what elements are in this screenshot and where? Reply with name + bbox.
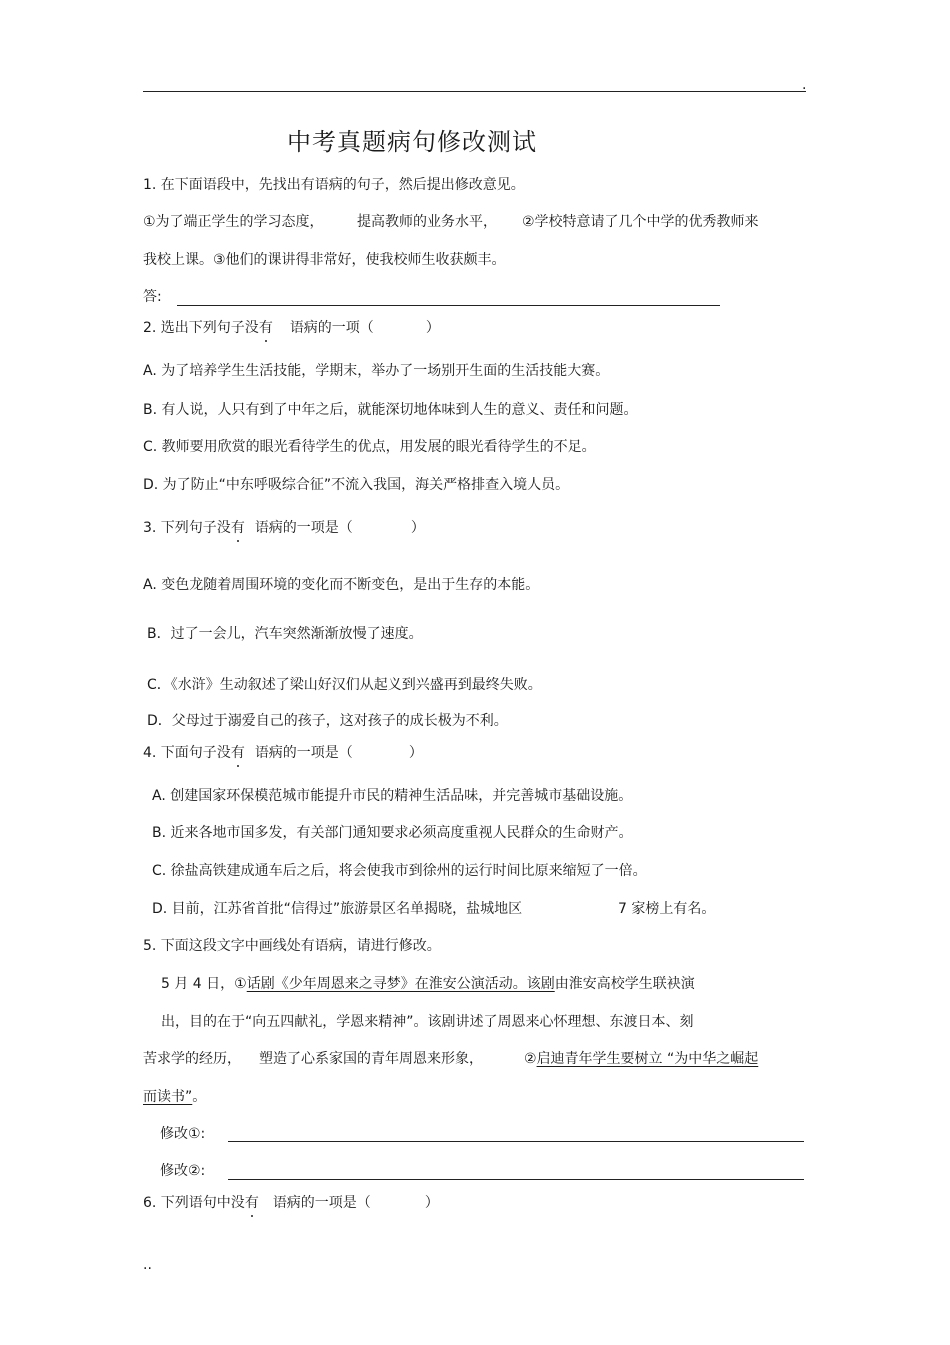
- q3-stem: [143, 519, 425, 537]
- q4-stem-pre: 4. 下面句子没: [143, 745, 231, 761]
- q2-option-a: A. 为了培养学生生活技能，学期末，举办了一场别开生面的生活技能大赛。: [143, 363, 610, 379]
- q2-stem-post: 语病的一项（: [289, 320, 374, 336]
- q3-option-c: C．《水浒》生动叙述了梁山好汉们从起义到兴盛再到最终失败。: [147, 677, 542, 693]
- q4-option-c: C. 徐盐高铁建成通车后之后，将会使我市到徐州的运行时间比原来缩短了一倍。: [152, 863, 647, 879]
- q5-passage-line3-b: 塑造了心系家国的青年周恩来形象，: [259, 1051, 483, 1067]
- q5-passage-line2: 出，目的在于“向五四献礼，学恩来精神”。该剧讲述了周恩来心怀理想、东渡日本、刻: [161, 1014, 694, 1030]
- q4-stem-emphasis: 有: [230, 745, 245, 761]
- q1-answer-label: 答:: [143, 289, 162, 305]
- q5-marker-2: ②: [524, 1051, 537, 1067]
- q5-underlined-1: 话剧《少年周恩来之寻梦》在淮安公演活动。该剧: [246, 976, 555, 992]
- q5-line4-tail: 。: [192, 1089, 207, 1105]
- q4-paren-close: ）: [408, 745, 423, 761]
- q6-stem: [143, 1194, 439, 1212]
- q5-underlined-2a: 启迪青年学生要树立 “为中华之崛起: [536, 1051, 759, 1067]
- header-rule: [143, 91, 806, 92]
- footer-mark: ..: [143, 1257, 152, 1273]
- q6-stem-post: 语病的一项是（: [272, 1195, 371, 1211]
- q3-paren-close: ）: [410, 520, 425, 536]
- q6-stem-emphasis: 有: [244, 1195, 259, 1211]
- q5-passage-line3-a: 苦求学的经历，: [143, 1051, 241, 1067]
- q5-passage-line3-c: [524, 1050, 758, 1068]
- q1-stem: 1. 在下面语段中，先找出有语病的句子，然后提出修改意见。: [143, 177, 525, 193]
- q3-stem-emphasis: 有: [230, 520, 245, 536]
- q5-underlined-2b: 而读书”: [143, 1089, 193, 1105]
- q4-option-a: A. 创建国家环保模范城市能提升市民的精神生活品味，并完善城市基础设施。: [152, 788, 633, 804]
- q1-passage-line2: 我校上课。③他们的课讲得非常好，使我校师生收获颇丰。: [143, 252, 506, 268]
- q4-stem-post: 语病的一项是（: [254, 745, 353, 761]
- q5-fix2-label: 修改②:: [160, 1163, 206, 1179]
- header-corner-mark: .: [802, 77, 807, 93]
- q3-stem-pre: 3. 下列句子没: [143, 520, 231, 536]
- q4-option-d-part-b: 7 家榜上有名。: [618, 901, 716, 917]
- q6-stem-pre: 6. 下列语句中没: [143, 1195, 245, 1211]
- q5-passage-line1: [161, 975, 695, 993]
- q4-stem: [143, 744, 423, 762]
- q2-stem: [143, 319, 440, 337]
- page-title: 中考真题病句修改测试: [287, 128, 537, 156]
- q1-passage-part-c: ②学校特意请了几个中学的优秀教师来: [522, 214, 759, 230]
- q2-stem-pre: 2. 选出下列句子没: [143, 320, 259, 336]
- q1-passage-part-b: 提高教师的业务水平，: [357, 214, 497, 230]
- q4-option-b: B. 近来各地市国多发，有关部门通知要求必须高度重视人民群众的生命财产。: [152, 825, 633, 841]
- q2-option-d: D. 为了防止“中东呼吸综合征”不流入我国，海关严格排查入境人员。: [143, 477, 570, 493]
- q5-stem: 5. 下面这段文字中画线处有语病，请进行修改。: [143, 938, 441, 954]
- q5-passage-line4: [143, 1088, 206, 1106]
- q2-option-b: B. 有人说，人只有到了中年之后，就能深切地体味到人生的意义、责任和问题。: [143, 402, 638, 418]
- q2-option-c: C. 教师要用欣赏的眼光看待学生的优点，用发展的眼光看待学生的不足。: [143, 439, 596, 455]
- q5-fix1-line[interactable]: [228, 1141, 804, 1142]
- q5-line1-lead: 5 月 4 日，①: [161, 976, 247, 992]
- q5-fix1-label: 修改①:: [160, 1126, 206, 1142]
- q4-option-d-part-a: D. 目前，江苏省首批“信得过”旅游景区名单揭晓，盐城地区: [152, 901, 523, 917]
- q2-paren-close: ）: [425, 320, 440, 336]
- q1-answer-line[interactable]: [177, 305, 720, 306]
- q2-stem-emphasis: 有: [258, 320, 273, 336]
- q3-option-b: B．过了一会儿，汽车突然渐渐放慢了速度。: [147, 626, 423, 642]
- q5-line1-tail: 由淮安高校学生联袂演: [554, 976, 695, 992]
- q5-fix2-line[interactable]: [228, 1179, 804, 1180]
- q6-paren-close: ）: [424, 1195, 439, 1211]
- q3-option-a: A. 变色龙随着周围环境的变化而不断变色，是出于生存的本能。: [143, 577, 540, 593]
- q1-passage-part-a: ①为了端正学生的学习态度，: [143, 214, 324, 230]
- q3-stem-post: 语病的一项是（: [254, 520, 353, 536]
- q3-option-d: D．父母过于溺爱自己的孩子，这对孩子的成长极为不利。: [147, 713, 508, 729]
